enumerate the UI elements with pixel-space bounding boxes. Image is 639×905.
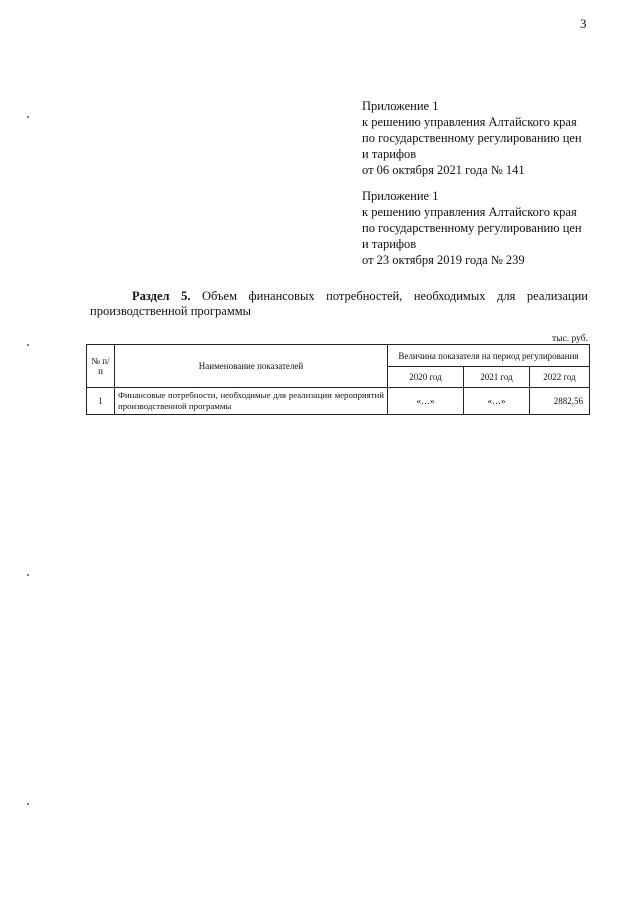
appendix-line: и тарифов — [362, 147, 417, 161]
appendix-line: по государственному регулированию цен — [362, 221, 582, 235]
header-year: 2020 год — [387, 367, 463, 388]
header-period: Величина показателя на период регулирования — [387, 345, 589, 367]
section-label: Раздел 5. — [132, 289, 191, 303]
section-title-line-2: производственной программы — [90, 304, 252, 318]
row-value: 2882,56 — [529, 388, 589, 415]
section-title-text: Объем финансовых потребностей, необходимых для реализации — [202, 289, 588, 303]
appendix-line: Приложение 1 — [362, 99, 439, 113]
header-year: 2021 год — [463, 367, 529, 388]
financial-needs-table — [86, 344, 590, 415]
appendix-line: и тарифов — [362, 237, 417, 251]
table-header-row — [87, 345, 590, 367]
appendix-line: к решению управления Алтайского края — [362, 205, 577, 219]
table-row — [87, 388, 590, 415]
appendix-line: по государственному регулированию цен — [362, 131, 582, 145]
margin-mark — [27, 803, 29, 805]
appendix-line: Приложение 1 — [362, 189, 439, 203]
margin-mark — [27, 344, 29, 346]
units-label: тыс. руб. — [552, 334, 588, 344]
page-number: 3 — [580, 16, 587, 31]
appendix-line: к решению управления Алтайского края — [362, 115, 577, 129]
row-value: «…» — [463, 388, 529, 415]
header-name: Наименование показателей — [115, 345, 388, 388]
appendix-previous — [362, 188, 582, 268]
margin-mark — [27, 574, 29, 576]
margin-mark — [27, 116, 29, 118]
appendix-line: от 23 октября 2019 года № 239 — [362, 253, 525, 267]
row-num: 1 — [87, 388, 115, 415]
header-year: 2022 год — [529, 367, 589, 388]
appendix-current — [362, 98, 582, 178]
header-num: № п/п — [87, 345, 115, 388]
row-value: «…» — [387, 388, 463, 415]
appendix-line: от 06 октября 2021 года № 141 — [362, 163, 525, 177]
row-name: Финансовые потребности, необходимые для реализации мероприятий производственной программы — [115, 388, 388, 415]
section-heading — [90, 289, 588, 319]
section-title-line-1 — [90, 289, 588, 304]
